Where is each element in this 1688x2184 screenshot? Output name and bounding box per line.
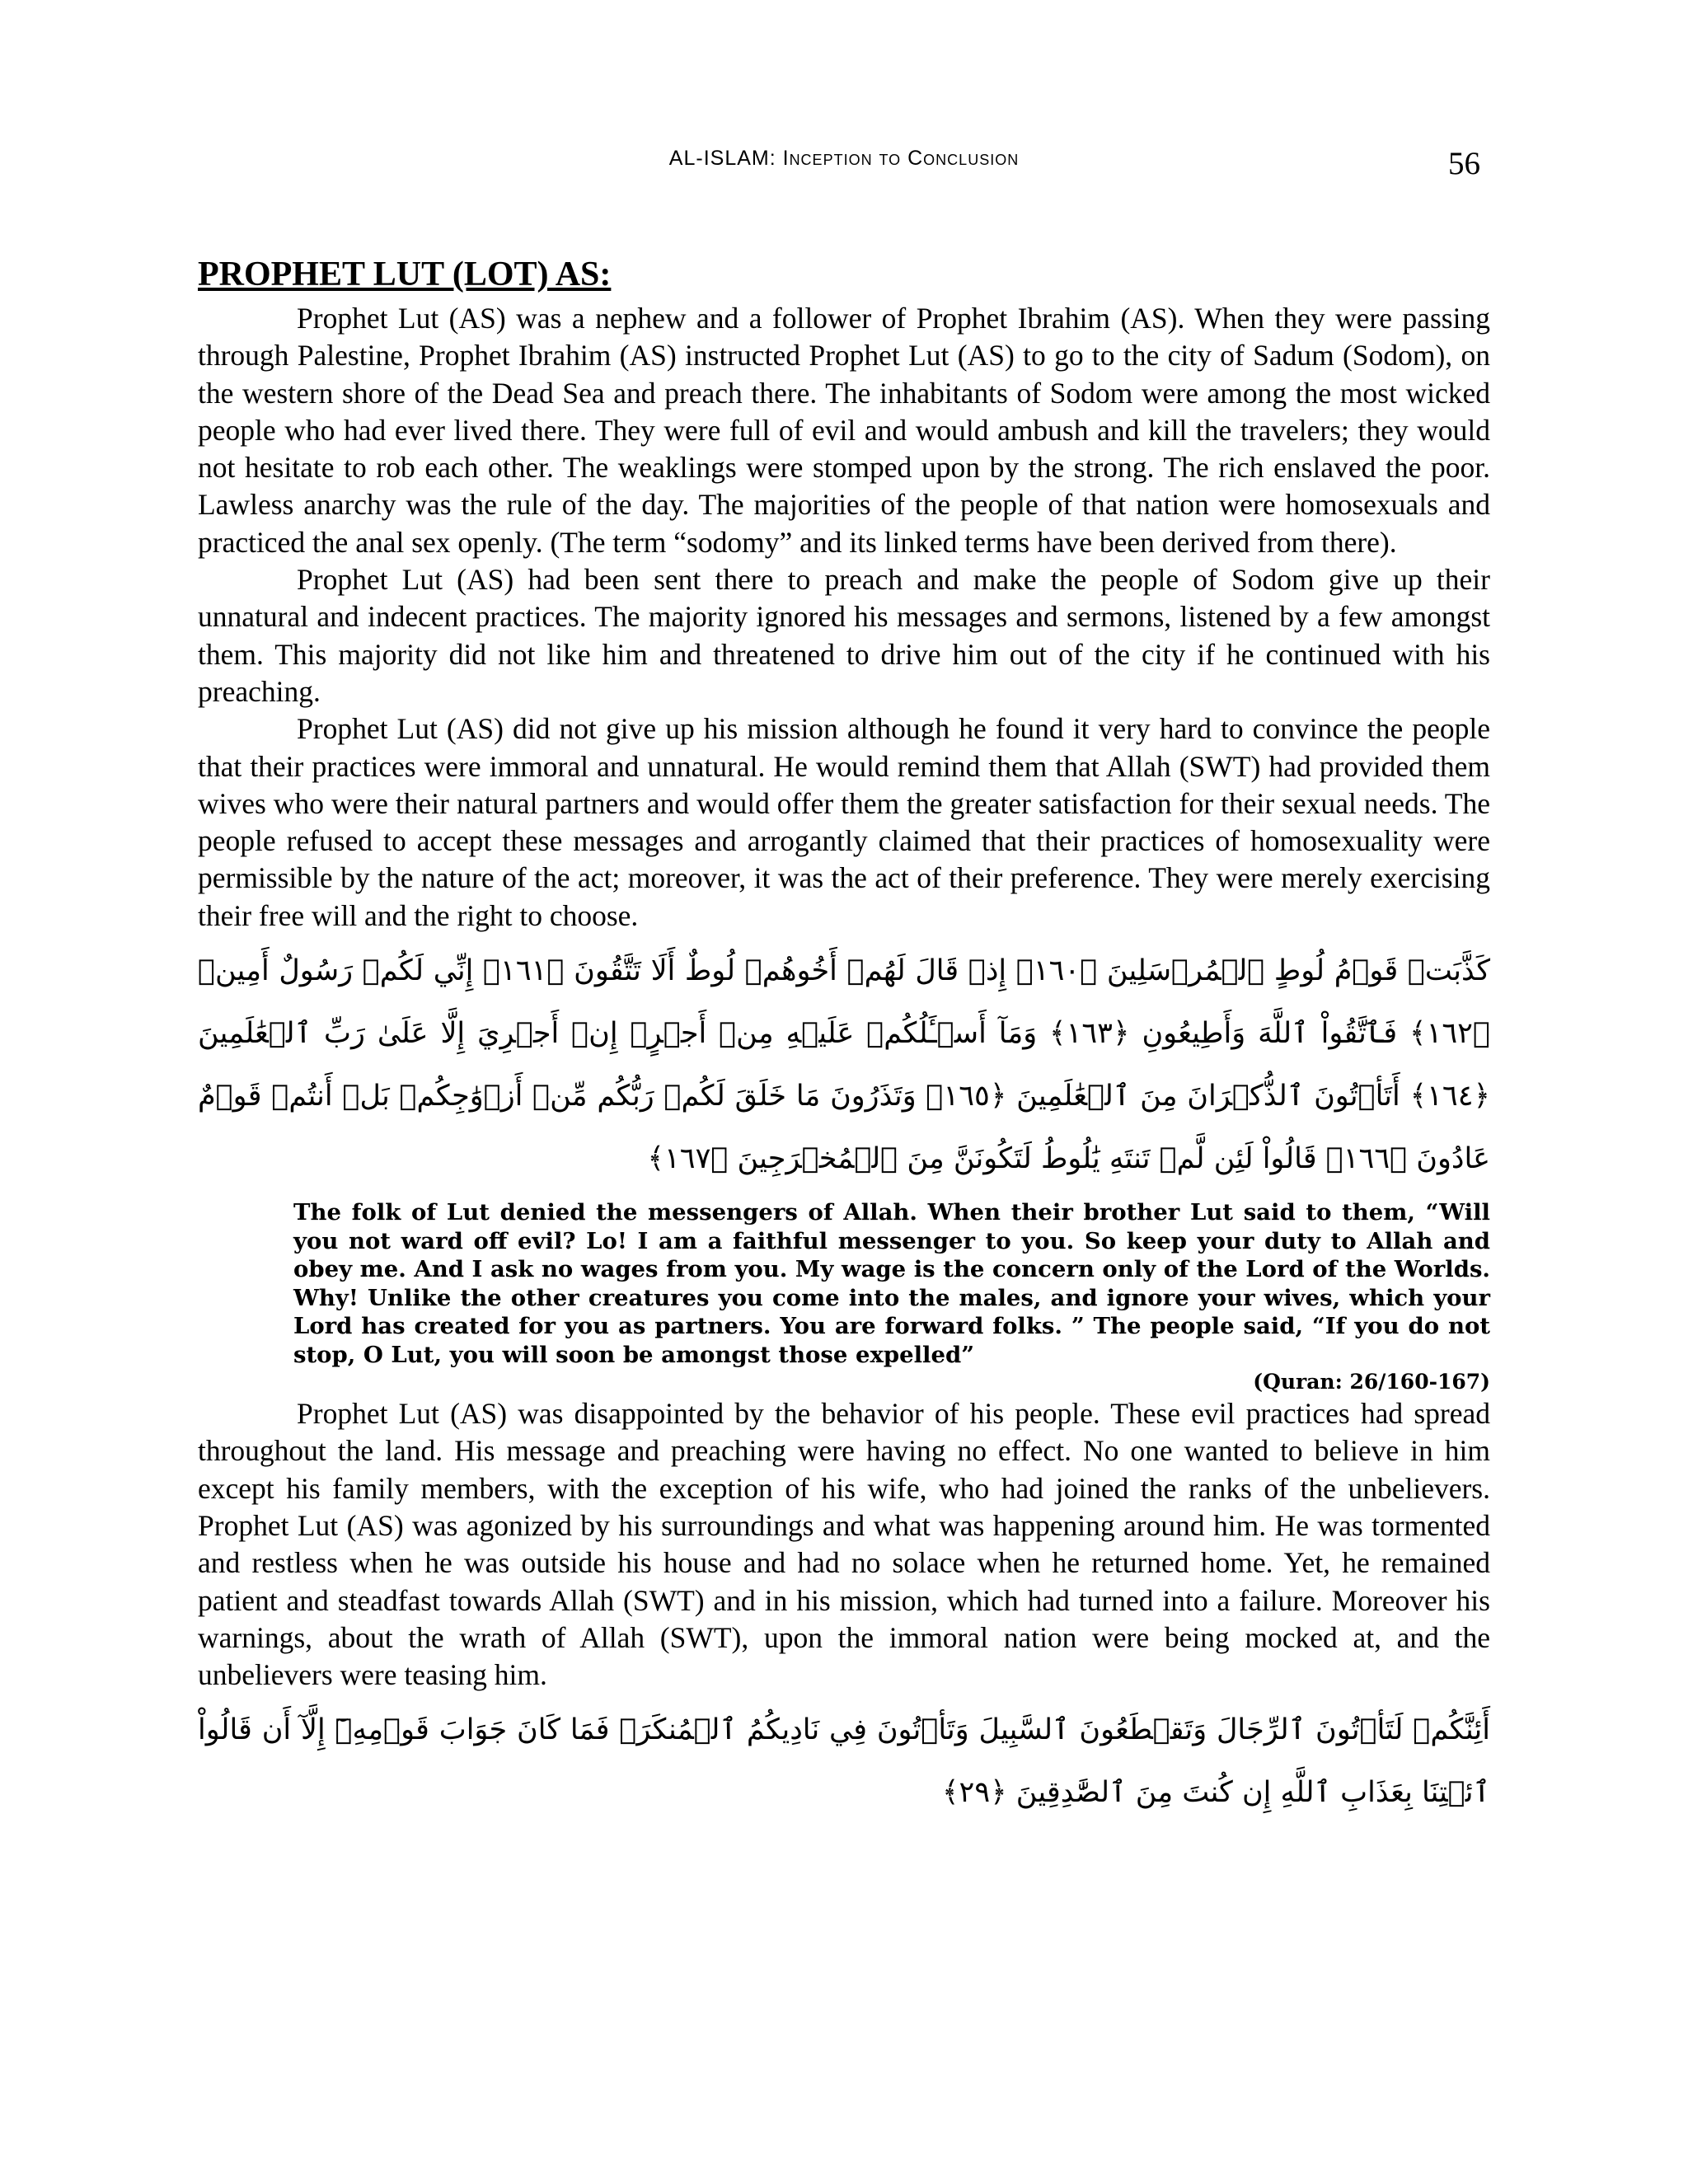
quran-arabic-verse-29: أَئِنَّكُمۡ لَتَأۡتُونَ ٱلرِّجَالَ وَتَقۡطَعُونَ ٱلسَّبِيلَ وَتَأۡتُونَ فِي نَادِيكُمُ ٱلۡمُنكَرَۖ فَمَا كَانَ جَوَابَ قَوۡمِهِۦٓ إِلَّآ أَن قَالُواْ ٱئۡتِنَا بِعَذَابِ ٱللَّهِ إِن كُنتَ مِنَ ٱلصَّٰدِقِينَ ﴿٢٩﴾ (198, 1713, 1490, 1810)
quran-reference: (Quran: 26/160-167) (1253, 1370, 1490, 1394)
paragraph-disappointment: Prophet Lut (AS) was disappointed by the behavior of his people. These evil practices had spread throughout the land. His message and preaching were having no effect. No one wanted to believe in him except his family members, with the exception of his wife, who had joined the ranks of the unbelievers. Prophet Lut (AS) was agonized by his surroundings and what was happening around him. He was tormented and restless when he was outside his house and had no solace when he returned home. Yet, he remained patient and steadfast towards Allah (SWT) and in his mission, which had turned into a failure. Moreover his warnings, about the wrath of Allah (SWT), upon the immoral nation were being mocked at, and the unbelievers were teasing him. (198, 1397, 1490, 1692)
section-title: PROPHET LUT (LOT) AS: (198, 255, 612, 293)
paragraph-mission: Prophet Lut (AS) had been sent there to preach and make the people of Sodom give up their unnatural and indecent practices. The majority ignored his messages and sermons, listened by a few amongst them. This majority did not like him and threatened to drive him out of the city if he continued with his preaching. (198, 563, 1490, 708)
running-header: AL-ISLAM: Inception to Conclusion (668, 147, 1020, 170)
paragraph-intro: Prophet Lut (AS) was a nephew and a follower of Prophet Ibrahim (AS). When they were passing through Palestine, Prophet Ibrahim (AS) instructed Prophet Lut (AS) to go to the city of Sadum (Sodom), on the western shore of the Dead Sea and preach there. The inhabitants of Sodom were among the most wicked people who had ever lived there. They were full of evil and would ambush and kill the travelers; they would not hesitate to rob each other. The weaklings were stomped upon by the strong. The rich enslaved the poor. Lawless anarchy was the rule of the day. The majorities of the people of that nation were homosexuals and practiced the anal sex openly. (The term “sodomy” and its linked terms have been derived from there). (198, 302, 1490, 559)
paragraph-reminder: Prophet Lut (AS) did not give up his mission although he found it very hard to convince the people that their practices were immoral and unnatural. He would remind them that Allah (SWT) had provided them wives who were their natural partners and would offer them the greater satisfaction for their sexual needs. The people refused to accept these messages and arrogantly claimed that their practices of homosexuality were permissible by the nature of the act; moreover, it was the act of their preference. They were merely exercising their free will and the right to choose. (198, 712, 1490, 932)
page-number: 56 (1448, 146, 1480, 181)
quran-arabic-verses-160-167: كَذَّبَتۡ قَوۡمُ لُوطٍ ٱلۡمُرۡسَلِينَ ﴿١٦٠﴾ إِذۡ قَالَ لَهُمۡ أَخُوهُمۡ لُوطٌ أَلَا تَتَّقُونَ ﴿١٦١﴾ إِنِّي لَكُمۡ رَسُولٌ أَمِينٞ ﴿١٦٢﴾ فَٱتَّقُواْ ٱللَّهَ وَأَطِيعُونِ ﴿١٦٣﴾ وَمَآ أَسۡـَٔلُكُمۡ عَلَيۡهِ مِنۡ أَجۡرٍۖ إِنۡ أَجۡرِيَ إِلَّا عَلَىٰ رَبِّ ٱلۡعَٰلَمِينَ ﴿١٦٤﴾ أَتَأۡتُونَ ٱلذُّكۡرَانَ مِنَ ٱلۡعَٰلَمِينَ ﴿١٦٥﴾ وَتَذَرُونَ مَا خَلَقَ لَكُمۡ رَبُّكُم مِّنۡ أَزۡوَٰجِكُمۚ بَلۡ أَنتُمۡ قَوۡمٌ عَادُونَ ﴿١٦٦﴾ قَالُواْ لَئِن لَّمۡ تَنتَهِ يَٰلُوطُ لَتَكُونَنَّ مِنَ ٱلۡمُخۡرَجِينَ ﴿١٦٧﴾ (198, 954, 1491, 1176)
page-body (198, 254, 1490, 1824)
quran-translation: The folk of Lut denied the messengers of Allah. When their brother Lut said to them, “Will you not ward off evil? Lo! I am a faithful messenger to you. So keep your duty to Allah and obey me. And I ask no wages from you. My wage is the concern only of the Lord of the Worlds. Why! Unlike the other creatures you come into the males, and ignore your wives, which your Lord has created for you as partners. You are forward folks. ” The people said, “If you do not stop, O Lut, you will soon be amongst those expelled” (293, 1199, 1490, 1368)
